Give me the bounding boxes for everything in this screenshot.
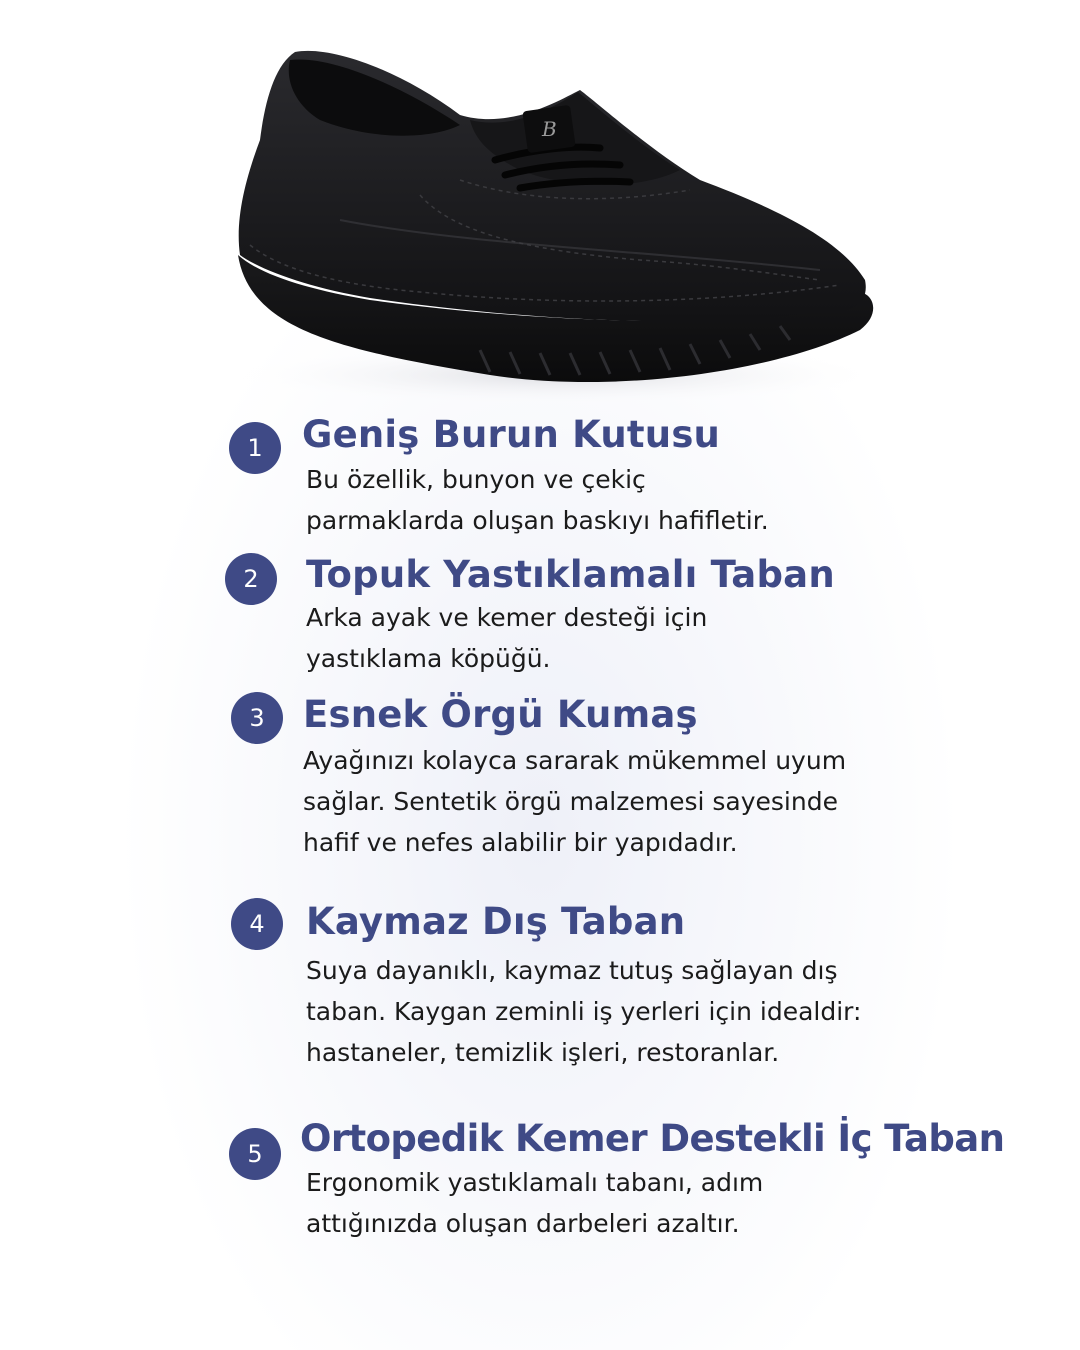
- feature-description: [306, 459, 769, 541]
- feature-number-badge: 1: [229, 422, 281, 474]
- description-line: Ergonomik yastıklamalı tabanı, adım: [306, 1168, 764, 1197]
- feature-description: [306, 597, 707, 679]
- feature-number-badge: 4: [231, 898, 283, 950]
- description-line: Arka ayak ve kemer desteği için: [306, 603, 708, 632]
- feature-number-badge: 3: [231, 692, 283, 744]
- description-line: Bu özellik, bunyon ve çekiç: [306, 465, 646, 494]
- feature-title: Topuk Yastıklamalı Taban: [306, 553, 835, 596]
- description-line: hafif ve nefes alabilir bir yapıdadır.: [303, 828, 738, 857]
- feature-title: Esnek Örgü Kumaş: [303, 693, 698, 736]
- feature-description: [306, 950, 861, 1073]
- product-image: [220, 30, 900, 410]
- description-line: Suya dayanıklı, kaymaz tutuş sağlayan dış: [306, 956, 838, 985]
- description-line: hastaneler, temizlik işleri, restoranlar.: [306, 1038, 780, 1067]
- feature-description: [306, 1162, 763, 1244]
- logo-letter: B: [542, 117, 557, 141]
- description-line: attığınızda oluşan darbeleri azaltır.: [306, 1209, 740, 1238]
- description-line: parmaklarda oluşan baskıyı hafifletir.: [306, 506, 769, 535]
- feature-number-badge: 2: [225, 553, 277, 605]
- feature-number-badge: 5: [229, 1128, 281, 1180]
- description-line: taban. Kaygan zeminli iş yerleri için idealdir:: [306, 997, 862, 1026]
- feature-title: Geniş Burun Kutusu: [302, 413, 721, 456]
- description-line: yastıklama köpüğü.: [306, 644, 551, 673]
- description-line: sağlar. Sentetik örgü malzemesi sayesinde: [303, 787, 838, 816]
- description-line: Ayağınızı kolayca sararak mükemmel uyum: [303, 746, 847, 775]
- feature-title: Ortopedik Kemer Destekli İç Taban: [300, 1117, 1005, 1160]
- feature-description: [303, 740, 846, 863]
- feature-title: Kaymaz Dış Taban: [306, 900, 686, 943]
